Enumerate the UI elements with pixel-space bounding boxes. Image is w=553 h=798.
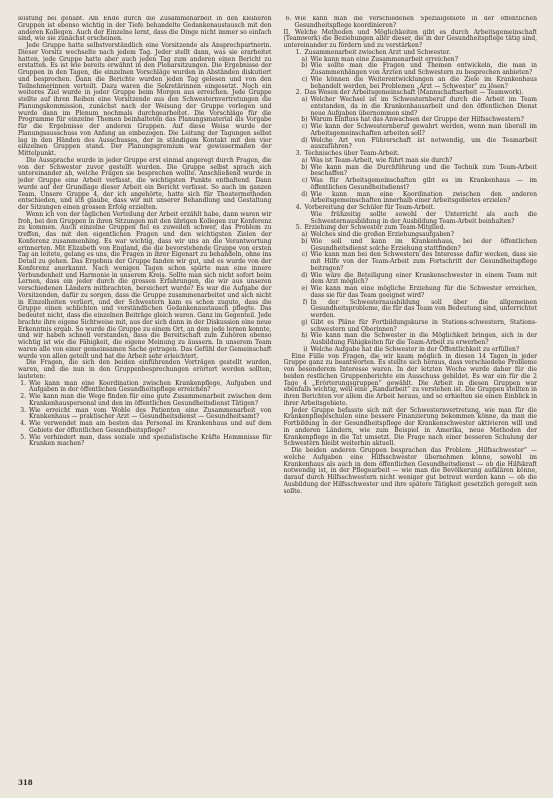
list-item: 3. Wie erreicht man vom Wohle des Patienten eine Zusammenarbeit von Krankenhaus — praktischer Arzt — Gesundheitsdienst — Gesundheitsamt? <box>20 406 272 421</box>
outline-item: 4. Vorbereitung der Schüler für Team-Arbeit. <box>295 204 436 211</box>
list-item: 6. Wie kann man die verschiedenen Spezialgebiete in der öffentlichen Gesundheitspflege koordinieren? <box>285 16 537 29</box>
outline-subitem: a) Welcher Wechsel ist im Schwesternberuf durch die Arbeit im Team entstanden, da in die Krankenhausarbeit und den öffentlichen Dienst neue Aufgaben übernommen sind? <box>301 96 537 117</box>
outline-subitem: Wie frühzeitig sollte sowohl der Unterricht als auch die Schwesternausbildung in der Ausbildung Team-Arbeit beinhalten? <box>310 210 537 225</box>
paragraph: Jede Gruppe hatte selbstverständlich eine Vorsitzende als Ansprechpartnerin. Dieser Vorsitz wechselte nach jedem Tag. Jeder stellt dann, was sie erarbeitet hatten, jede Gruppe hatte aber auch jeden Tag zum anderen einen Bericht zu erstatten. Es ist wie bereits erwähnt in den Plenarsitzungen. Die Ergebnisse der Gruppen in den Tagen, die einzelnen Vorschläge wurden in Abständen diskutiert und besprochen. Dann die Berichte wurden jeden Tag gelesen und von den Teilnehmerinnen verteilt. Dazu waren die Sekretärinnen eingesetzt. Noch ein weiteres Ziel wurde in jeder Gruppe beim Morgen aus erreichen. Jede Gruppe stellte auf ihren Reihen eine Vorsitzende aus den Schwesternvertretungen die Planungskommission, zunächst nach der Weisung der Gruppe vorlegen und wurde dann im Plenum nochmals durchgearbeitet. Die Vorschläge für die Programme für einzelne Themen beinhalteten das Planungsmaterial als Vorgabe für die Ergebnisse der anderen Gruppen. Auf diese Weise wurde der Planungsausschuss von Anfang an einbezogen. Die Leitung der Tagungen selbst lag in den Händen des Ausschusses, der in ständigem Kontakt mit den vier einzelnen Gruppen stand. Der Planungsgremium war gewissermaßen der Mittelpunkt. <box>18 42 272 157</box>
outline-subitem: g) Gibt es Pläne für Fortbildungskurse in Stations-schwestern, Stations-schwestern und Oberinnen? <box>301 318 537 333</box>
list-item: 2. Wie kann man die Wege finden für eine gute Zusammenarbeit zwischen dem Krankenhauspersonal und den im öffentlichen Gesundheitsdienst Tätigen? <box>20 393 272 407</box>
outline-subitem: i) Welche Aufgabe hat die Schwester in der Öffentlichkeit zu erfüllen? <box>303 345 520 353</box>
right-column <box>284 16 538 786</box>
outline-subitem: c) Wie können die Weiterentwicklungen an die Ziele im Krankenhaus behandelt werden, bei Problemen „Arzt — Schwester“ zu lösen? <box>301 75 537 90</box>
paragraph: Die Fragen, die sich den beiden einführenden Vorträgen gestellt wurden, waren, und die nun in den Gruppenbesprechungen erörtert werden sollten, lauteten: <box>18 359 272 380</box>
outline-sublist <box>284 57 538 91</box>
outline-subitem: h) Wie kann man die Schwester in die Möglichkeit bringen, sich in der Ausbildung Fähigkeiten für die Team-Arbeit zu erwerben? <box>301 332 537 346</box>
outline-subitem: c) Wie kann der Schwesternberuf gewahrt werden, wenn man überall im Arbeitsgemeinschaften arbeiten soll? <box>301 123 537 137</box>
outline-subitem: e) Wie kann man eine mögliche Erziehung für die Schwester erreichen, dass sie für das Team geeignet wird? <box>301 285 537 299</box>
paragraph: leistung bei gehabt. Am Ende durch die Zusammenarbeit in den kleineren Gruppen ist ebenso wichtig in der Tiefe behandelte Gedankenaustausch mit den anderen Kollegen. Auch der Einzelne lernt, dass die Dinge nicht immer so einfach sind, wie sie zunächst erscheinen. <box>18 16 272 43</box>
outline-item: 5. Erziehung der Schwester zum Team-Mitglied. <box>295 224 446 232</box>
outline-subitem: b) Warum Einfluss hat das Anwachsen der Gruppe der Hilfsschwestern? <box>301 116 524 124</box>
outline-item: 3. Technisches über Team-Arbeit. <box>295 150 400 157</box>
outline-subitem: b) Wie sollte man die Fragen und Themen entwickeln, die man in Zusammenhängen von Ärzten und Schwestern zu besprechen anbieten? <box>301 62 537 76</box>
section-heading: II. Welche Methoden und Möglichkeiten gibt es durch Arbeitsgemeinschaft (Teamwork) die Beziehungen aller dieser, die in der Gesundheitspflege tätig sind, untereinander zu fördern und zu verstärken? <box>283 28 537 49</box>
paragraph: Eine Fülle von Fragen, die wir kaum möglich in diesen 14 Tagen in jeder Gruppe ganz zu beantworten. Es stellte sich heraus, dass verschiedene Probleme von besonderem Interesse waren. In der letzten Woche wurde daher für die beiden restlichen Gruppenberichte ein Ausschuss gebildet. Es war ein für die 2 Tage 4 „Erörterungsgruppen“ gewählt. Die Arbeit in diesen Gruppen war ebenfalls wichtig, weil eine „Randarbeit“ zu verstehen ist. Die Gruppen stellten in ihren Berichten vor allem die Arbeit heraus, und so erhielten sie einen Einblick in ihrer Arbeitsgebiete. <box>283 352 537 407</box>
question-list-continued <box>284 16 538 30</box>
outline-item: 2. Das Wesen der Arbeitsgemeinschaft (Mannschaftsarbeit — Teamwork). <box>295 89 524 97</box>
outline-subitem: c) Wie kann man bei den Schwestern des Interesse dafür wecken, dass sie mit Hilfe von der Team-Arbeit zum Fortschritt der Gesundheitspflege beitragen? <box>301 251 537 272</box>
outline-subitem: c) Was für Arbeitsgemeinschaften gibt es im Krankenhaus — im öffentlichen Gesundheitsdienst? <box>301 177 537 191</box>
list-item: 4. Wie verwendet man am besten das Personal im Krankenhaus und auf dem Gebiete der öffentlichen Gesundheitspflege? <box>20 420 272 434</box>
paragraph: Jeder Gruppe befasste sich mit der Schwesternvertretung, wie man für die Krankenpflegeschulen eine bessere Finanzierung bekommen könne, da man die Fortbildung in der Gesundheitspflege der Krankenschwester aktivieren will und in anderen Ländern, wie zum Beispiel in Amerika, neue Methoden der Krankenpflege in die Tat umsetzt. Die Frage nach einer besseren Schulung der Schwestern bleibt weiterhin aktuell. <box>283 406 537 448</box>
outline-subitem: d) Welche Art von Führerschaft ist notwendig, um die Teamarbeit auszuführen? <box>301 136 537 151</box>
list-item: 5. Wie verhindert man, dass soziale und spezialistische Kräfte Hemmnisse für Kranken machen? <box>20 433 272 448</box>
outline-subitem: a) Wie kann man eine Zusammenarbeit erreichen? <box>301 55 458 63</box>
outline-subitem: a) Welches sind die großen Erziehungsaufgaben? <box>301 231 454 238</box>
left-column <box>18 16 272 786</box>
outline-subitem: b) Wie kann man die Durchführung und die Technik zum Team-Arbeit beschaffen? <box>301 163 537 178</box>
outline-subitem: a) Was ist Team-Arbeit, wie führt man sie durch? <box>301 156 453 164</box>
paragraph: Die Aussprache wurde in jeder Gruppe erst einmal angeregt durch Fragen, die von der Schwester zuvor gestellt wurden. Die Gruppe selbst sprach sich untereinander ab, welche Fragen sie besprechen wollte. Anschließend wurde in jeder Gruppe eine Arbeit verfasst, die wichtigsten Punkte enthaltend. Dann wurde auf der Grundlage dieser Arbeit ein Bericht verfasst. So auch im ganzen Team. Unsere Gruppe 4, der ich angehörte, hatte sich für Theatermethoden entschieden, und ich glaube, dass wir mit unserer Behandlung und Gestaltung der Sitzungen einen grossen Erfolg erzielten. <box>18 156 272 211</box>
text-columns <box>18 16 537 786</box>
outline-sublist <box>284 97 538 151</box>
outline-sublist <box>284 232 538 354</box>
outline-subitem: f) In der Schwesternausbildung soll über die allgemeinen Gesundheitsprobleme, die für das Team von Bedeutung sind, unterrichtet werden. <box>302 298 537 319</box>
outline-subitem: b) Wie soll und kann im Krankenhaus, bei der öffentlichen Gesundheitsdienst solche Erziehung stattfinden? <box>301 237 537 252</box>
outline-item: 1. Zusammenarbeit zwischen Arzt und Schwester. <box>295 48 451 56</box>
paragraph: Die beiden anderen Gruppen besprachen das Problem „Hilfsschwester“ — welche Aufgaben eine Hilfsschwester übernehmen könne, sowohl im Krankenhaus als auch in dem öffentlichen Gesundheitsdienst — ob die Hilfskraft notwendig ist, in der Pflegearbeit — wie man die Bevölkerung aufklären könne, darauf durch Hilfsschwestern nicht weniger gut betreut werden kann — ob die Ausbildung der Hilfsschwester und ihre spätere Tätigkeit gesetzlich geregelt sein sollte. <box>283 447 537 495</box>
list-item: 1. Wie kann man eine Koordination zwischen Krankenpflege, Aufgaben und Aufgaben in der öffentlichen Gesundheitspflege erreichen? <box>20 379 272 394</box>
paragraph: Wenn ich von der täglichen Verteilung der Arbeit erzählt habe, dann waren wir froh, bei den Gruppen in ihren Sitzungen mit den übrigen Kollegen zur Konferenz zu kommen. Auch einzelne Gruppen fiel es zuweilen schwer, das Problem zu treffen, das mit den eigentlichen Fragen und den wichtigsten Zielen der Konferenz zusammenhing. Es war wichtig, dass wir uns an die Verantwortung erinnerten. Mit Elizabeth von England, die die bevorstehende Gruppe von ersten Tag an leitete, gelang es uns, die Fragen in ihrer Eigenart zu behandeln, ohne ins Detail zu gehen. Das Ergebnis der Gruppe fanden wir gut, und es wurde von der Konferenz anerkannt. Nach wenigen Tagen schon spürte man eine innere Verbundenheit und Harmonie in unserem Kreis. Sollte man sich nicht sofort beim Lernen, dass ein jeder durch die grossen Erfahrungen, die wir aus unseren verschiedenen Ländern mitbrachten, bereichert wurde? Es war die Aufgabe der Vorsitzenden, dafür zu sorgen, dass die Gruppe zusammenarbeitet und sich nicht in Einzelheiten verliert, und der Schwestern kam es schon zugute, dass die Gruppe einen schlichten und verständlichen Gedankenaustausch pflegte. Das bedeutet nicht, dass die einzelnen Beiträge gleich waren. Ganz im Gegenteil. Jede brachte ihre eigene Sichtweise mit, aus der sich dann in der Diskussion eine neue Erkenntnis ergab. So wurde die Gruppe zu einem Ort, an dem jede lernen konnte, und wir haben schnell verstanden, dass die Bereitschaft zum Zuhören ebenso wichtig ist wie die Fähigkeit, die eigene Meinung zu äussern. In unserem Team waren alle von einer gemeinsamen Sache getragen. Das Gefühl der Gemeinschaft wurde von allen geteilt und hat die Arbeit sehr erleichtert. <box>18 210 272 360</box>
outline-sublist <box>284 212 538 226</box>
outline-sublist <box>284 158 538 205</box>
question-list <box>18 381 272 449</box>
outline-subitem: d) Wie kann man eine Koordination zwischen den anderen Arbeitsgemeinschaften innerhalb einer Arbeitsgebietes erzielen? <box>301 190 537 205</box>
page-number: 318 <box>18 778 33 787</box>
outline-subitem: d) Wie wäre die Beteiligung einer Krankenschwester in einem Team mit dem Arzt möglich? <box>301 271 537 286</box>
